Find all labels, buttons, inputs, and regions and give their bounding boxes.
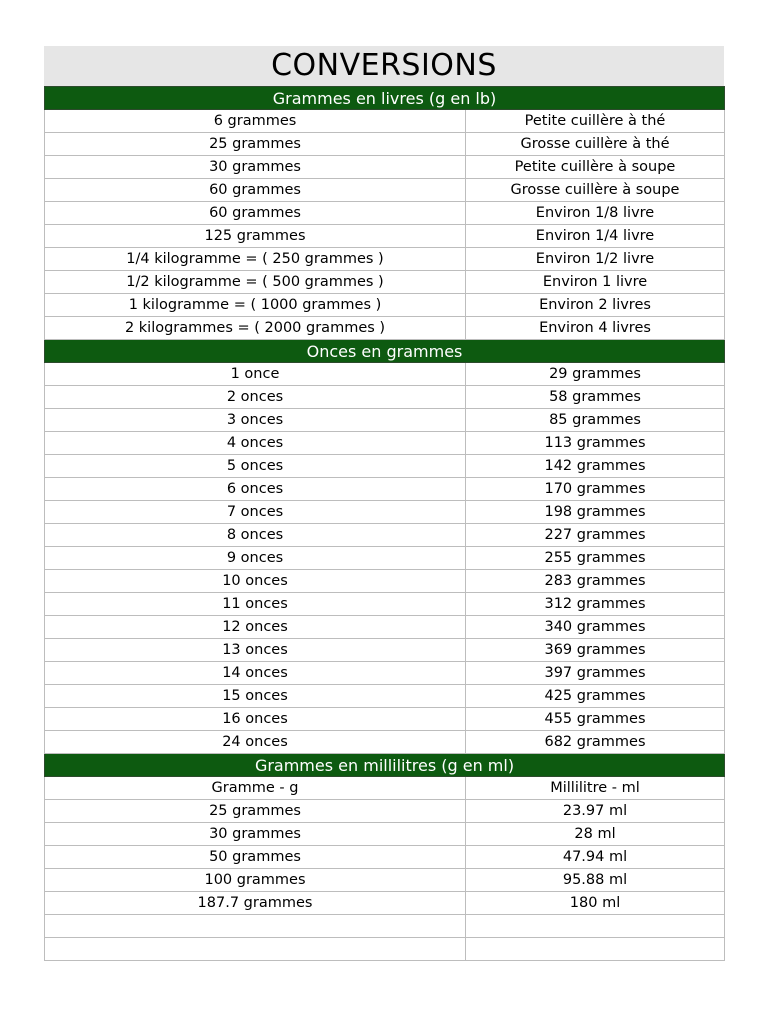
table-row — [45, 800, 725, 823]
cell-source: 60 grammes — [45, 202, 466, 225]
cell-equivalent: 95.88 ml — [466, 869, 725, 892]
section-heading: Grammes en millilitres (g en ml) — [45, 754, 725, 777]
section-header-row — [45, 87, 725, 110]
table-row — [45, 731, 725, 754]
cell-source: 60 grammes — [45, 179, 466, 202]
table-row — [45, 869, 725, 892]
cell-equivalent: 312 grammes — [466, 593, 725, 616]
cell-equivalent: 29 grammes — [466, 363, 725, 386]
cell-equivalent: 28 ml — [466, 823, 725, 846]
cell-equivalent: 47.94 ml — [466, 846, 725, 869]
table-row — [45, 225, 725, 248]
cell-equivalent: 397 grammes — [466, 662, 725, 685]
table-row — [45, 317, 725, 340]
cell-source: 15 onces — [45, 685, 466, 708]
cell-source: 50 grammes — [45, 846, 466, 869]
cell-equivalent: Grosse cuillère à thé — [466, 133, 725, 156]
table-row — [45, 662, 725, 685]
table-row — [45, 892, 725, 915]
cell-equivalent: 113 grammes — [466, 432, 725, 455]
table-row — [45, 363, 725, 386]
section-1 — [45, 87, 725, 340]
cell-equivalent: 85 grammes — [466, 409, 725, 432]
cell-equivalent: 340 grammes — [466, 616, 725, 639]
cell-source — [45, 938, 466, 961]
table-row — [45, 248, 725, 271]
cell-source: 7 onces — [45, 501, 466, 524]
section-header-row — [45, 340, 725, 363]
conversion-sheet — [44, 46, 724, 961]
table-row — [45, 547, 725, 570]
cell-source: 14 onces — [45, 662, 466, 685]
table-row — [45, 639, 725, 662]
cell-equivalent: 198 grammes — [466, 501, 725, 524]
cell-source: 30 grammes — [45, 823, 466, 846]
cell-source: 25 grammes — [45, 133, 466, 156]
cell-equivalent: 23.97 ml — [466, 800, 725, 823]
table-row — [45, 777, 725, 800]
table-row — [45, 685, 725, 708]
table-row — [45, 938, 725, 961]
cell-equivalent: Environ 1/4 livre — [466, 225, 725, 248]
cell-equivalent: Environ 1/2 livre — [466, 248, 725, 271]
section-3 — [45, 754, 725, 961]
cell-source — [45, 915, 466, 938]
cell-source: 1 once — [45, 363, 466, 386]
cell-equivalent: 142 grammes — [466, 455, 725, 478]
table-row — [45, 501, 725, 524]
table-row — [45, 823, 725, 846]
cell-source: 187.7 grammes — [45, 892, 466, 915]
cell-source: 6 grammes — [45, 110, 466, 133]
cell-source: 16 onces — [45, 708, 466, 731]
cell-source: 1/2 kilogramme = ( 500 grammes ) — [45, 271, 466, 294]
table-row — [45, 271, 725, 294]
cell-source: 25 grammes — [45, 800, 466, 823]
table-row — [45, 133, 725, 156]
cell-equivalent: 227 grammes — [466, 524, 725, 547]
cell-source: 2 kilogrammes = ( 2000 grammes ) — [45, 317, 466, 340]
cell-equivalent: Environ 2 livres — [466, 294, 725, 317]
cell-source: 1/4 kilogramme = ( 250 grammes ) — [45, 248, 466, 271]
page-title: CONVERSIONS — [44, 46, 724, 86]
conversion-table — [44, 86, 725, 961]
table-row — [45, 156, 725, 179]
cell-source: 125 grammes — [45, 225, 466, 248]
section-heading: Grammes en livres (g en lb) — [45, 87, 725, 110]
cell-equivalent: 58 grammes — [466, 386, 725, 409]
cell-source: 3 onces — [45, 409, 466, 432]
table-row — [45, 616, 725, 639]
cell-equivalent: 170 grammes — [466, 478, 725, 501]
table-row — [45, 915, 725, 938]
cell-source: 11 onces — [45, 593, 466, 616]
table-row — [45, 409, 725, 432]
table-row — [45, 846, 725, 869]
cell-equivalent: 455 grammes — [466, 708, 725, 731]
cell-source: 100 grammes — [45, 869, 466, 892]
section-2 — [45, 340, 725, 754]
table-row — [45, 570, 725, 593]
cell-equivalent: Millilitre - ml — [466, 777, 725, 800]
cell-equivalent: 425 grammes — [466, 685, 725, 708]
cell-source: 6 onces — [45, 478, 466, 501]
cell-equivalent: Petite cuillère à thé — [466, 110, 725, 133]
cell-source: 8 onces — [45, 524, 466, 547]
cell-equivalent: Environ 1 livre — [466, 271, 725, 294]
cell-equivalent: 682 grammes — [466, 731, 725, 754]
cell-source: 12 onces — [45, 616, 466, 639]
cell-equivalent: Environ 4 livres — [466, 317, 725, 340]
cell-equivalent: Grosse cuillère à soupe — [466, 179, 725, 202]
table-row — [45, 593, 725, 616]
table-row — [45, 386, 725, 409]
table-row — [45, 478, 725, 501]
cell-source: 10 onces — [45, 570, 466, 593]
cell-source: 1 kilogramme = ( 1000 grammes ) — [45, 294, 466, 317]
cell-equivalent: 255 grammes — [466, 547, 725, 570]
section-heading: Onces en grammes — [45, 340, 725, 363]
cell-source: 13 onces — [45, 639, 466, 662]
cell-equivalent: Petite cuillère à soupe — [466, 156, 725, 179]
cell-source: 24 onces — [45, 731, 466, 754]
cell-equivalent: 180 ml — [466, 892, 725, 915]
table-row — [45, 179, 725, 202]
cell-source: Gramme - g — [45, 777, 466, 800]
cell-equivalent — [466, 938, 725, 961]
cell-source: 4 onces — [45, 432, 466, 455]
table-row — [45, 524, 725, 547]
cell-source: 9 onces — [45, 547, 466, 570]
cell-source: 30 grammes — [45, 156, 466, 179]
cell-equivalent: Environ 1/8 livre — [466, 202, 725, 225]
table-row — [45, 110, 725, 133]
table-row — [45, 455, 725, 478]
cell-equivalent: 369 grammes — [466, 639, 725, 662]
table-row — [45, 202, 725, 225]
table-row — [45, 294, 725, 317]
cell-equivalent: 283 grammes — [466, 570, 725, 593]
cell-source: 2 onces — [45, 386, 466, 409]
table-row — [45, 432, 725, 455]
cell-source: 5 onces — [45, 455, 466, 478]
cell-equivalent — [466, 915, 725, 938]
table-row — [45, 708, 725, 731]
section-header-row — [45, 754, 725, 777]
